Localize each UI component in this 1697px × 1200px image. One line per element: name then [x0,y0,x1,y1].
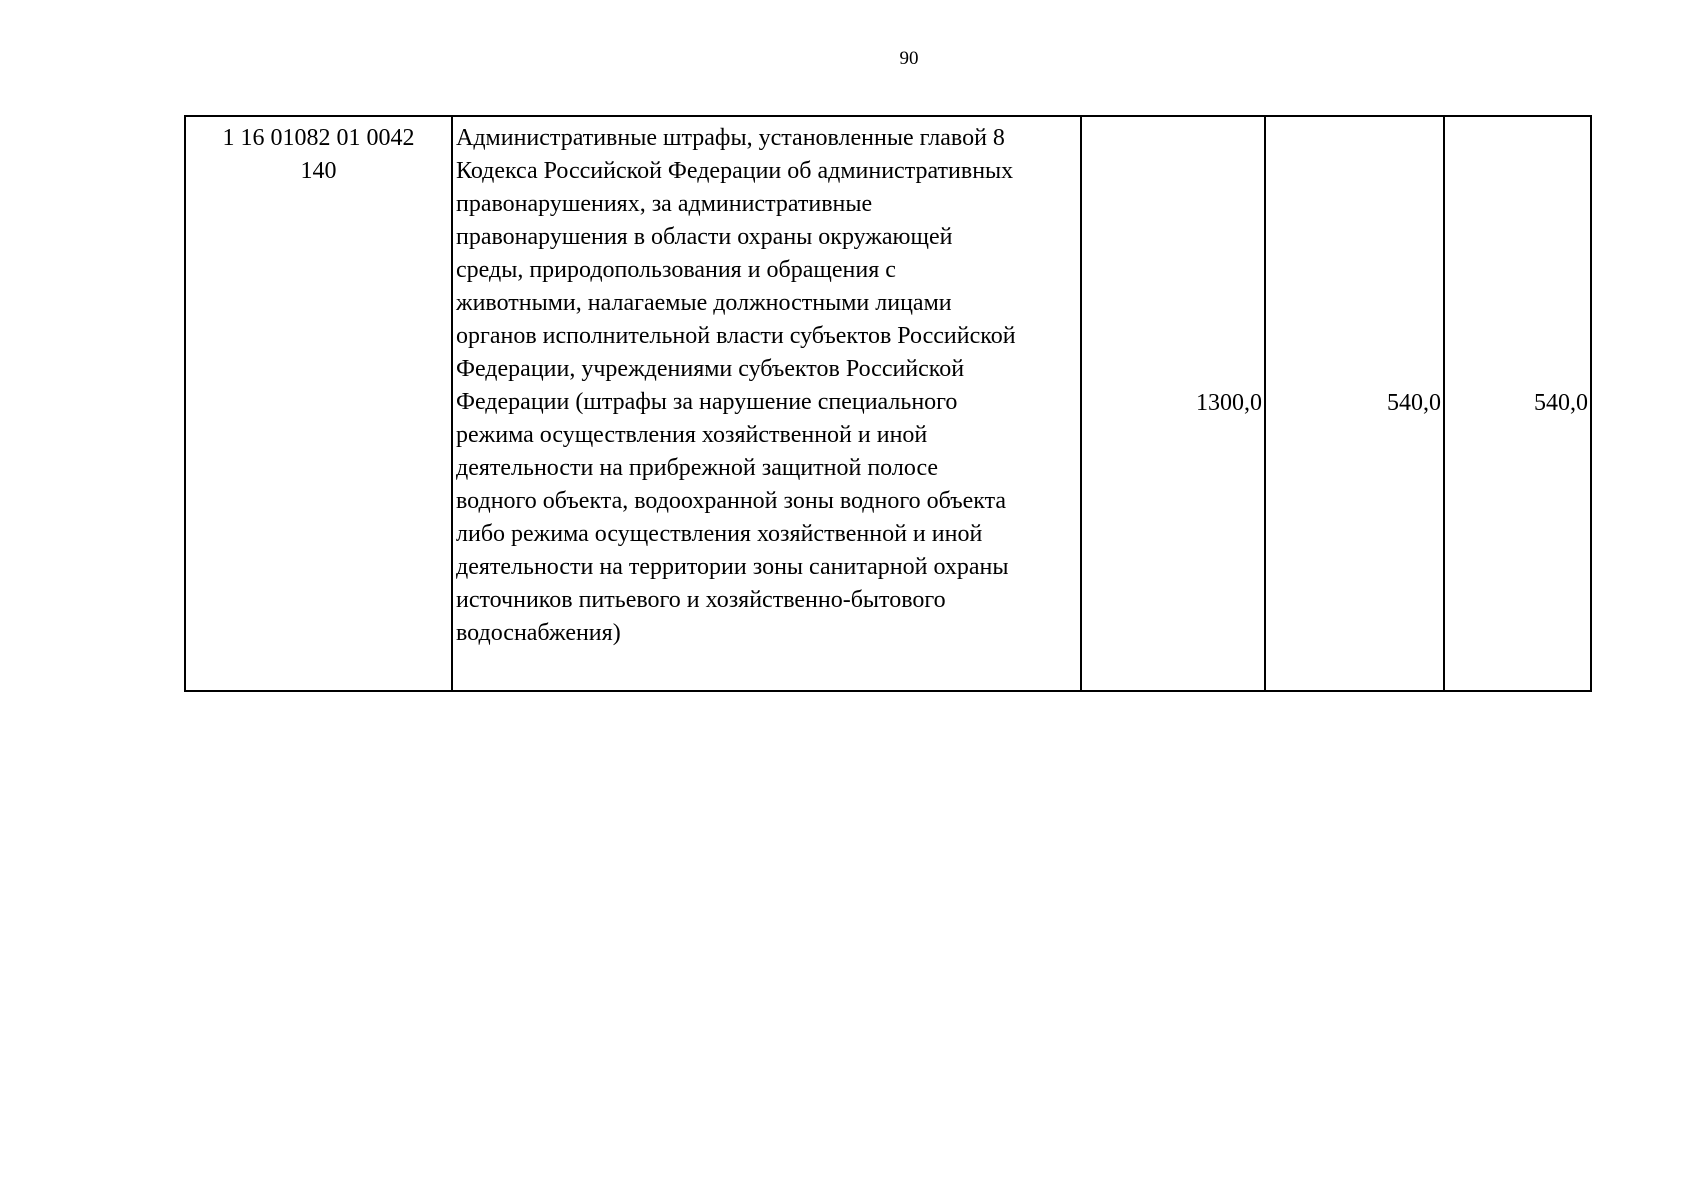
page-number: 90 [899,48,919,69]
budget-table [184,115,1592,692]
description-text: Административные штрафы, установленные главой 8 Кодекса Российской Федерации об административных правонарушениях, за административные правонарушения в области охраны окружающей среды, природопользования и обращения с животными, налагаемые должностными лицами органов исполнительной власти субъектов Российской Федерации, учреждениями субъектов Российской Федерации (штрафы за нарушение специального режима осуществления хозяйственной и иной деятельности на прибрежной защитной полосе водного объекта, водоохранной зоны водного объекта либо режима осуществления хозяйственной и иной деятельности на территории зоны санитарной охраны источников питьевого и хозяйственно-бытового водоснабжения) [456,125,1016,646]
amount-cell-2: 540,0 [1265,116,1444,691]
table-row [185,116,1591,691]
amount-cell-1: 1300,0 [1081,116,1265,691]
amount-cell-3: 540,0 [1444,116,1591,691]
budget-code: 1 16 01082 01 0042 140 [222,125,415,184]
budget-code-cell [185,116,452,691]
description-cell [452,116,1081,691]
